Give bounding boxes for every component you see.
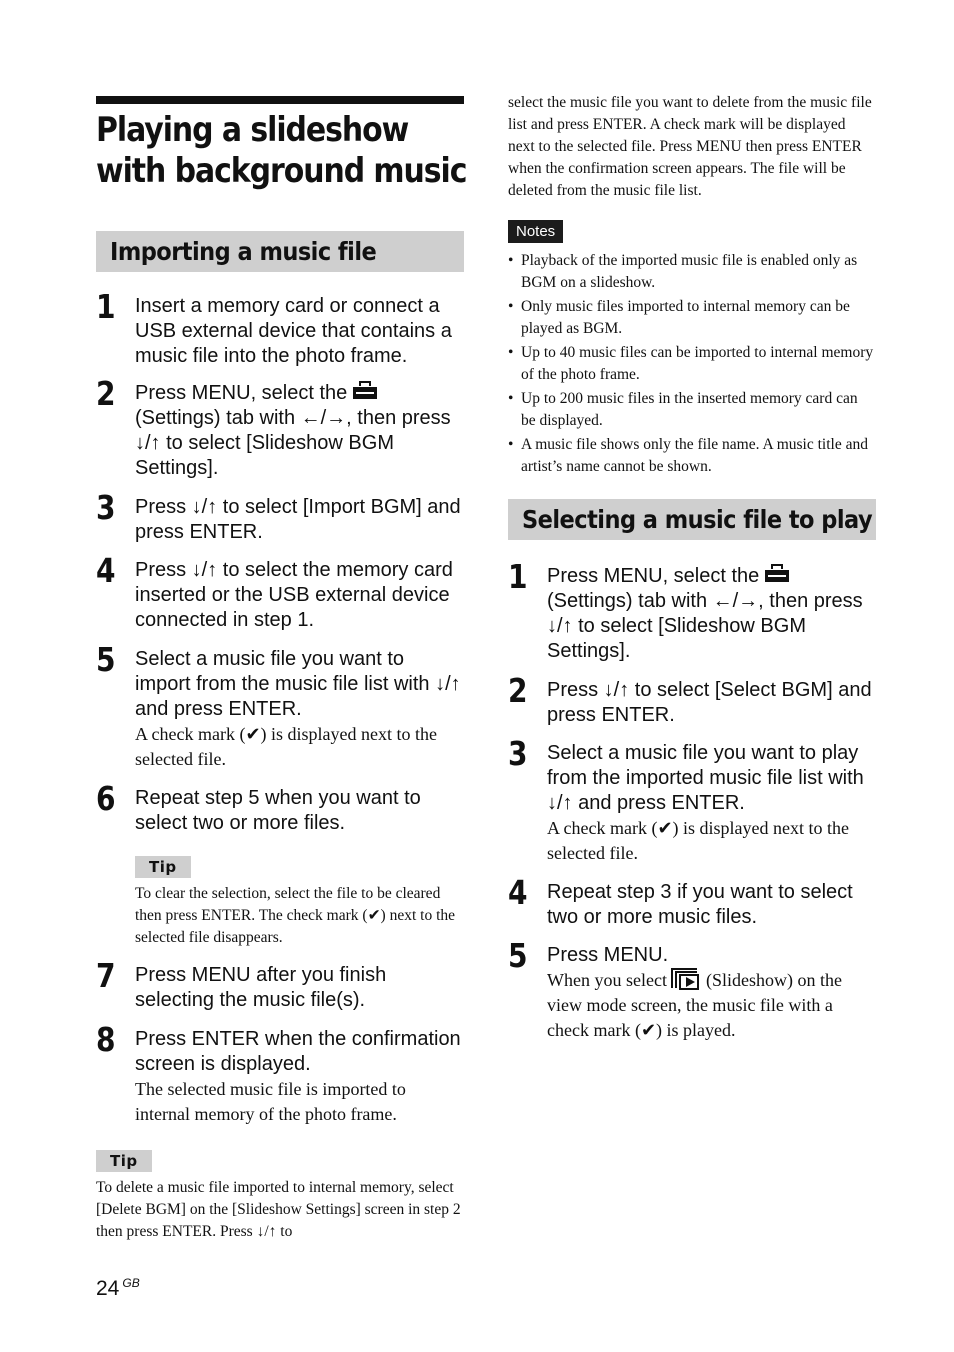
note-item: • Only music files imported to internal memory can be played as BGM. [508, 296, 876, 339]
import-step-1 [96, 287, 464, 369]
import-step-8 [96, 1020, 464, 1127]
step-text: Insert a memory card or connect a USB external device that contains a music file into the photo frame. [135, 295, 452, 367]
step-number: 7 [96, 956, 116, 995]
step-text: Press ↓/↑ to select [Import BGM] and press ENTER. [135, 496, 461, 543]
step-number: 1 [508, 557, 528, 596]
step-number: 1 [96, 287, 116, 326]
step-number: 5 [96, 640, 116, 679]
step-text: Press ↓/↑ to select the memory card inserted or the USB external device connected in step 1. [135, 559, 453, 631]
page-title-line1: Playing a slideshow [96, 110, 409, 150]
page-title [96, 110, 467, 192]
step-text: Press ↓/↑ to select [Select BGM] and press ENTER. [547, 679, 872, 726]
tip-text: To delete a music file imported to internal memory, select [Delete BGM] on the [Slideshow Settings] screen in step 2 then press ENTER. Press ↓/↑ to [96, 1179, 461, 1240]
note-item: • Playback of the imported music file is enabled only as BGM on a slideshow. [508, 250, 876, 293]
step-text: Select a music file you want to import from the music file list with ↓/↑ and press ENTER. [135, 648, 461, 720]
import-step-3 [96, 488, 464, 545]
step-number: 3 [508, 734, 528, 773]
note-item: • Up to 40 music files can be imported to internal memory of the photo frame. [508, 342, 876, 385]
step-number: 4 [508, 873, 528, 912]
step-text: Select a music file you want to play from the imported music file list with ↓/↑ and press ENTER. [547, 742, 864, 814]
step-text: Press ENTER when the confirmation screen is displayed. [135, 1028, 461, 1075]
page-title-line2: with background music [96, 151, 467, 191]
step-text: Repeat step 3 if you want to select two or more music files. [547, 881, 853, 928]
step-note: A check mark (✔) is displayed next to the selected file. [547, 818, 850, 863]
left-column [96, 96, 467, 1243]
select-step-2 [508, 671, 876, 728]
tip-label: Tip [96, 1150, 152, 1172]
notes-block [508, 220, 876, 477]
bottom-tip [96, 1150, 464, 1243]
page-number: 24 $^{GB}$ [96, 1276, 140, 1300]
step-text: Press MENU after you finish selecting the music file(s). [135, 964, 387, 1011]
step-number: 5 [508, 936, 528, 975]
step-number: 2 [508, 671, 528, 710]
settings-toolbox-icon [765, 564, 789, 584]
import-step-4 [96, 551, 464, 633]
notes-list [508, 250, 876, 477]
step-note: The selected music file is imported to internal memory of the photo frame. [135, 1079, 406, 1124]
select-step-4 [508, 873, 876, 930]
note-item: • A music file shows only the file name. A music title and artist’s name cannot be shown. [508, 434, 876, 477]
notes-label: Notes [508, 220, 563, 243]
step-note: A check mark (✔) is displayed next to the selected file. [135, 724, 438, 769]
step-number: 4 [96, 551, 116, 590]
note-item: • Up to 200 music files in the inserted memory card can be displayed. [508, 388, 876, 431]
import-step-6 [96, 779, 464, 836]
step-number: 6 [96, 779, 116, 818]
step-text: Press MENU. [547, 944, 669, 966]
step-text: Press MENU, select the (Settings) tab with ←/→, then press ↓/↑ to select [Slideshow BGM Settings]. [547, 565, 863, 662]
import-step-2 [96, 374, 464, 481]
import-step-7 [96, 956, 464, 1013]
select-step-3 [508, 734, 876, 866]
step-text: Repeat step 5 when you want to select two or more files. [135, 787, 421, 834]
tip-label: Tip [135, 856, 191, 878]
select-step-1 [508, 557, 876, 664]
inner-tip [96, 856, 464, 949]
settings-toolbox-icon [353, 381, 377, 401]
region-code: GB [122, 1276, 140, 1290]
section-heading-select: Selecting a music file to play [508, 499, 876, 540]
title-rule [96, 96, 464, 104]
select-step-5 [508, 936, 876, 1043]
step-number: 3 [96, 488, 116, 527]
step-text: Press MENU, select the (Settings) tab with ←/→, then press ↓/↑ to select [Slideshow BGM Settings]. [135, 382, 451, 479]
tip-text: To clear the selection, select the file to be cleared then press ENTER. The check mark (✔) next to the selected file disappears. [135, 885, 456, 946]
step-number: 2 [96, 374, 116, 413]
step-note: When you select (Slideshow) on the view mode screen, the music file with a check mark (✔) is played. [547, 970, 842, 1040]
tip-continuation: select the music file you want to delete from the music file list and press ENTER. A check mark will be displayed next to the selected file. Press MENU then press ENTER when the confirmation screen appears. The file will be deleted from the music file list. [508, 94, 872, 199]
step-number: 8 [96, 1020, 116, 1059]
slideshow-icon [671, 968, 701, 990]
import-step-5 [96, 640, 464, 772]
section-heading-import: Importing a music file [96, 231, 464, 272]
right-column [508, 92, 876, 1043]
